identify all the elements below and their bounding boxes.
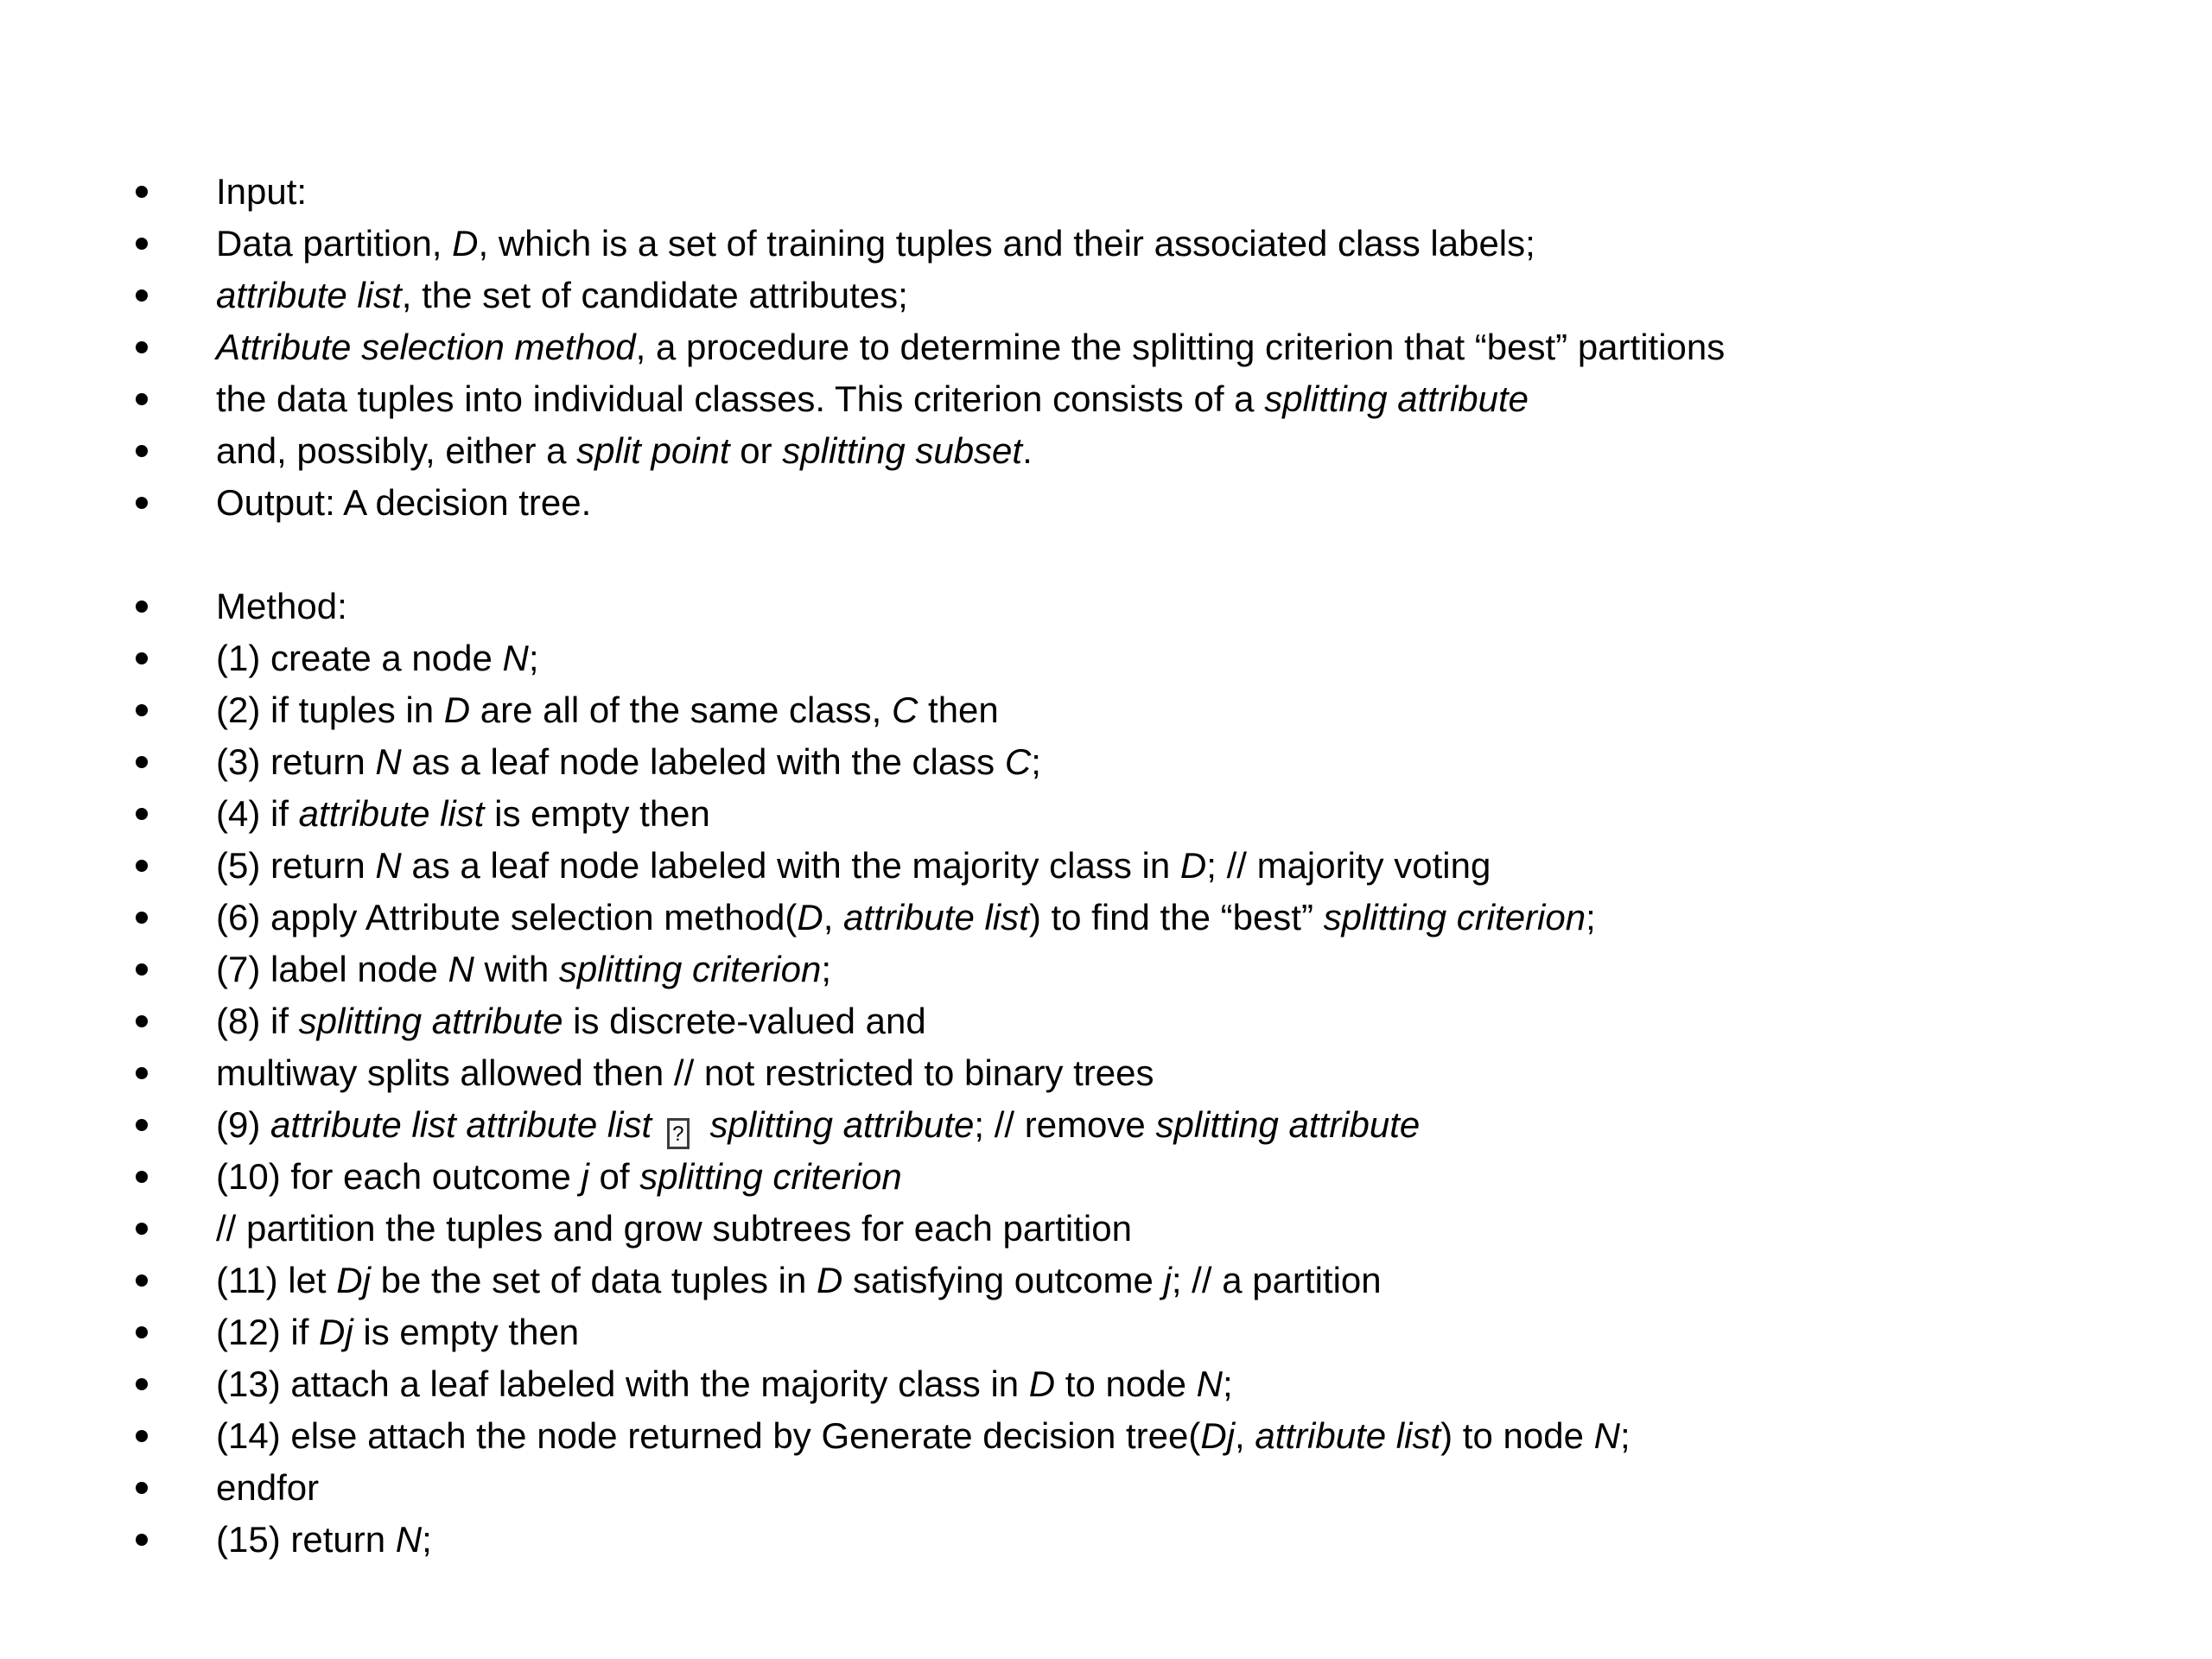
line-text <box>216 1467 319 1508</box>
bullet-line <box>0 995 1630 1047</box>
bullet-icon <box>136 860 148 872</box>
text-run: ; <box>1586 897 1596 938</box>
text-run: (13) attach a leaf labeled with the majority class in <box>216 1363 1029 1404</box>
line-text <box>216 1415 1630 1456</box>
text-run: N <box>395 1519 423 1560</box>
text-run: is discrete-valued and <box>563 1001 926 1041</box>
bullet-line <box>0 477 1725 529</box>
text-run: is empty then <box>353 1312 580 1352</box>
text-run <box>700 1104 710 1145</box>
text-run: splitting attribute <box>1264 378 1529 419</box>
text-run: ) to node <box>1440 1415 1594 1456</box>
text-run: D <box>452 223 479 264</box>
bullet-line <box>0 218 1725 270</box>
line-text <box>216 638 539 678</box>
text-run: Output: A decision tree. <box>216 482 592 523</box>
text-run: . <box>1022 430 1033 471</box>
line-text <box>216 327 1725 367</box>
line-text <box>216 793 710 834</box>
text-run: ; <box>1031 741 1041 782</box>
text-run: N <box>375 845 402 886</box>
text-run <box>652 1104 662 1145</box>
bullet-line <box>0 684 1630 736</box>
bullet-line <box>0 1203 1630 1255</box>
text-run: (3) return <box>216 741 376 782</box>
text-run: Dj <box>1200 1415 1236 1456</box>
line-text <box>216 690 999 730</box>
text-run: ; <box>528 638 539 678</box>
bullet-line <box>0 788 1630 840</box>
text-run: ) to find the “best” <box>1028 897 1324 938</box>
line-text <box>216 378 1529 419</box>
bullet-icon <box>136 238 148 250</box>
text-run: ; <box>821 949 832 989</box>
text-run: endfor <box>216 1467 320 1508</box>
bullet-line <box>0 632 1630 684</box>
line-text <box>216 1104 1420 1145</box>
text-run: N <box>1196 1363 1223 1404</box>
text-run: D <box>797 897 823 938</box>
text-run: is empty then <box>484 793 710 834</box>
text-run: (10) for each outcome <box>216 1156 582 1197</box>
text-run: attribute list <box>1255 1415 1441 1456</box>
text-run: splitting criterion <box>558 949 822 989</box>
text-run: (7) label node <box>216 949 448 989</box>
bullet-icon <box>136 393 148 405</box>
line-text <box>216 430 1033 471</box>
text-run: with <box>474 949 559 989</box>
text-run: (14) else attach the node returned by Generate decision tree( <box>216 1415 1201 1456</box>
bullet-icon <box>136 756 148 768</box>
text-run: be the set of data tuples in <box>370 1260 817 1300</box>
line-text <box>216 1156 902 1197</box>
bullet-icon <box>136 1326 148 1338</box>
line-text <box>216 1001 926 1041</box>
line-text <box>216 1052 1154 1093</box>
text-run: satisfying outcome <box>842 1260 1164 1300</box>
line-text <box>216 482 591 523</box>
text-run: (12) if <box>216 1312 320 1352</box>
bullet-line <box>0 840 1630 892</box>
text-run: , a procedure to determine the splitting criterion that “best” partitions <box>635 327 1726 367</box>
bullet-icon <box>136 963 148 976</box>
bullet-icon <box>136 912 148 924</box>
text-run: splitting subset <box>782 430 1023 471</box>
line-text <box>216 1363 1233 1404</box>
line-text <box>216 275 908 315</box>
text-run: , <box>823 897 844 938</box>
bullet-icon <box>136 1119 148 1131</box>
text-run: ; <box>1619 1415 1630 1456</box>
bullet-icon <box>136 1274 148 1287</box>
text-run: the data tuples into individual classes. This criterion consists of a <box>216 378 1265 419</box>
bullet-line <box>0 373 1725 425</box>
text-run: splitting criterion <box>1323 897 1586 938</box>
text-run: Dj <box>319 1312 353 1352</box>
text-run: attribute list <box>298 793 485 834</box>
text-run: C <box>892 690 918 730</box>
text-run: ; // remove <box>974 1104 1156 1145</box>
bullet-line <box>0 1514 1630 1566</box>
text-run: (15) return <box>216 1519 396 1560</box>
text-run: D <box>1028 1363 1056 1404</box>
text-run: j <box>1163 1260 1172 1300</box>
text-run: ; // a partition <box>1171 1260 1382 1300</box>
bullet-icon <box>136 445 148 457</box>
bullet-icon <box>136 1223 148 1235</box>
text-run: attribute list <box>216 275 402 315</box>
bullet-line <box>0 1410 1630 1462</box>
line-text <box>216 1260 1382 1300</box>
text-run: j <box>581 1156 589 1197</box>
line-text <box>216 949 831 989</box>
text-run: multiway splits allowed then // not restricted to binary trees <box>216 1052 1154 1093</box>
text-run: attribute list attribute list <box>270 1104 652 1145</box>
text-run: and, possibly, either a <box>216 430 577 471</box>
text-run: D <box>1179 845 1207 886</box>
bullet-line <box>0 1099 1630 1151</box>
bullet-icon <box>136 1171 148 1183</box>
bullet-icon <box>136 1430 148 1442</box>
text-run: Dj <box>336 1260 371 1300</box>
text-run: then <box>918 690 999 730</box>
text-run: N <box>502 638 529 678</box>
text-run: (1) create a node <box>216 638 503 678</box>
bullet-icon <box>136 1534 148 1546</box>
text-run: (9) <box>216 1104 270 1145</box>
text-run: N <box>1593 1415 1620 1456</box>
missing-character-box-icon: ? <box>667 1118 690 1149</box>
bullet-icon <box>136 704 148 716</box>
text-run: to node <box>1055 1363 1197 1404</box>
text-run: as a leaf node labeled with the majority class in <box>401 845 1180 886</box>
line-text <box>216 741 1041 782</box>
text-run: N <box>448 949 474 989</box>
text-run: (5) return <box>216 845 376 886</box>
line-text <box>216 845 1491 886</box>
bullet-icon <box>136 652 148 664</box>
text-run: , the set of candidate attributes; <box>401 275 908 315</box>
text-run: D <box>816 1260 843 1300</box>
bullet-line <box>0 944 1630 995</box>
bullet-icon <box>136 1067 148 1079</box>
text-run: are all of the same class, <box>470 690 893 730</box>
bullet-icon <box>136 808 148 820</box>
bullet-icon <box>136 1015 148 1027</box>
bullet-line <box>0 425 1725 477</box>
text-run: ; <box>422 1519 432 1560</box>
text-run: as a leaf node labeled with the class <box>401 741 1005 782</box>
text-run: (6) apply Attribute selection method( <box>216 897 798 938</box>
text-run: splitting attribute <box>1155 1104 1421 1145</box>
text-run: splitting attribute <box>709 1104 975 1145</box>
bullet-line <box>0 1358 1630 1410</box>
text-run: splitting attribute <box>298 1001 563 1041</box>
bullet-icon <box>136 497 148 509</box>
line-text <box>216 1312 579 1352</box>
bullet-line <box>0 736 1630 788</box>
text-run: splitting criterion <box>639 1156 902 1197</box>
text-run: split point <box>576 430 730 471</box>
text-run: Method: <box>216 586 347 626</box>
text-run: (11) let <box>216 1260 337 1300</box>
bullet-line <box>0 1306 1630 1358</box>
text-run: or <box>729 430 783 471</box>
text-run: Attribute selection method <box>216 327 636 367</box>
bullet-line <box>0 1462 1630 1514</box>
line-text <box>216 1519 432 1560</box>
bullet-icon <box>136 601 148 613</box>
text-run: attribute list <box>843 897 1029 938</box>
bullet-line <box>0 1047 1630 1099</box>
bullet-icon <box>136 1378 148 1390</box>
text-run: of <box>588 1156 640 1197</box>
text-run: D <box>443 690 471 730</box>
input-section-list <box>0 166 1725 529</box>
text-run: (2) if tuples in <box>216 690 444 730</box>
text-run: , which is a set of training tuples and their associated class labels; <box>478 223 1535 264</box>
text-run: ; <box>1222 1363 1233 1404</box>
method-section-list <box>0 581 1630 1566</box>
text-run: (8) if <box>216 1001 299 1041</box>
text-run: Input: <box>216 171 308 212</box>
bullet-icon <box>136 289 148 302</box>
line-text <box>216 1208 1132 1249</box>
bullet-line <box>0 321 1725 373</box>
text-run: , <box>1235 1415 1255 1456</box>
bullet-line <box>0 270 1725 321</box>
line-text <box>216 171 307 212</box>
bullet-line <box>0 1255 1630 1306</box>
text-run: ; // majority voting <box>1206 845 1491 886</box>
bullet-icon <box>136 1482 148 1494</box>
text-run: N <box>375 741 402 782</box>
bullet-line <box>0 892 1630 944</box>
line-text <box>216 897 1596 938</box>
text-run: (4) if <box>216 793 299 834</box>
bullet-line <box>0 166 1725 218</box>
bullet-line <box>0 581 1630 632</box>
text-run: Data partition, <box>216 223 453 264</box>
bullet-line <box>0 1151 1630 1203</box>
text-run: // partition the tuples and grow subtrees for each partition <box>216 1208 1132 1249</box>
line-text <box>216 223 1535 264</box>
bullet-icon <box>136 186 148 198</box>
text-run: C <box>1004 741 1032 782</box>
bullet-icon <box>136 341 148 353</box>
line-text <box>216 586 347 626</box>
